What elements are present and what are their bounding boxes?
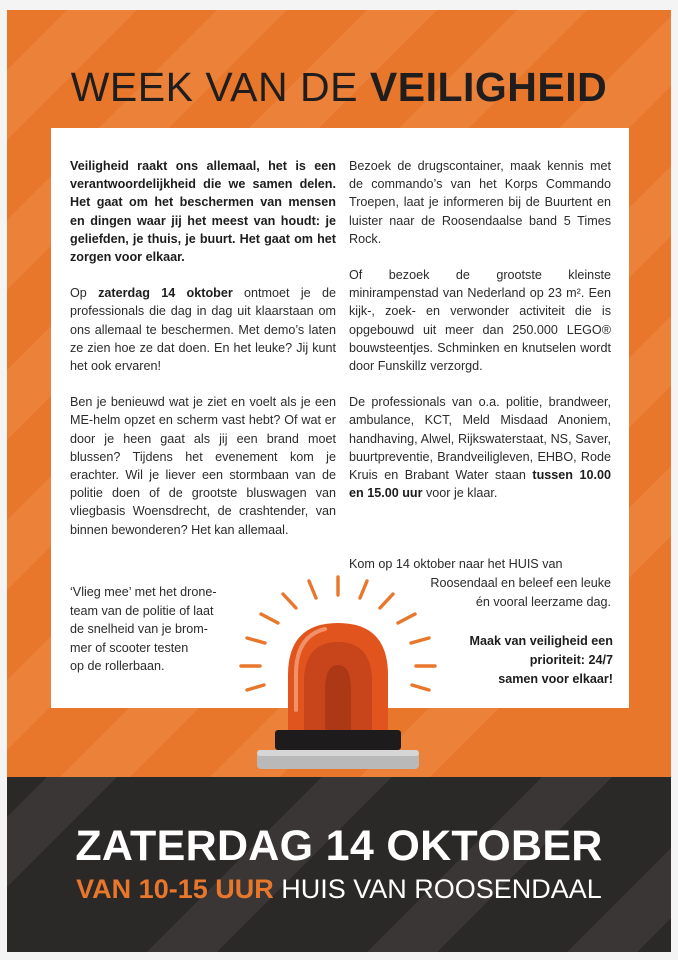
- lego-paragraph: Of bezoek de grootste kleinste minirampenstad van Nederland op 23 m². Een kijk-, zoek- en verwonder activiteit die is opgebouwd uit meer dan 250.000 LEGO® bouwsteentjes. Schminken en knutselen wordt door Funskillz verzorgd.: [349, 268, 611, 374]
- activities-paragraph: Ben je benieuwd wat je ziet en voelt als je een ME-helm opzet en scherm vast hebt? Of wat er door je heen gaat als jij een brand moet blussen? Tijdens het evenement kom je erachter. Wil je liever een stormbaan van de politie doen of de grootste bluswagen van vliegbasis Woensdrecht, de crashtender, van binnen bewonderen? Het kan allemaal.: [70, 395, 336, 537]
- event-time-place: [7, 874, 671, 905]
- event-place: HUIS VAN ROOSENDAAL: [273, 874, 602, 904]
- event-hours: VAN 10-15 UUR: [76, 874, 274, 904]
- drugscontainer-paragraph: Bezoek de drugscontainer, maak kennis met de commando’s van het Korps Commando Troepen, laat je informeren bij de Buurtent en luister naar de Roosendaalse band 5 Times Rock.: [349, 159, 611, 246]
- motto: Maak van veiligheid een prioriteit: 24/7 samen voor elkaar!: [469, 634, 613, 686]
- title-light: WEEK VAN DE: [70, 64, 370, 110]
- siren-icon: [7, 10, 671, 952]
- title-bold: VEILIGHEID: [369, 64, 608, 110]
- event-date: ZATERDAG 14 OKTOBER: [75, 822, 603, 870]
- intro-paragraph: Veiligheid raakt ons allemaal, het is een verantwoordelijkheid die we samen delen. Het gaat om het beschermen van mensen en dingen waar jij het meest van houdt: je geliefden, je thuis, je buurt. Het gaat om het zorgen voor elkaar.: [70, 159, 336, 265]
- invitation-paragraph: Kom op 14 oktober naar het HUIS van Roosendaal en beleef een leuke én vooral leerzame dag.: [349, 557, 611, 609]
- event-date-paragraph: Op zaterdag 14 oktober ontmoet je de professionals die dag in dag uit klaarstaan om ons allemaal te beschermen. Met demo’s laten ze zien hoe ze dat doen. En het leuke? Jij kunt het ook ervaren!: [70, 286, 336, 374]
- drone-paragraph: ‘Vlieg mee’ met het drone- team van de politie of laat de snelheid van je brom- mer of scooter testen op de rollerbaan.: [70, 585, 217, 674]
- poster: [7, 10, 671, 952]
- professionals-paragraph: De professionals van o.a. politie, brandweer, ambulance, KCT, Meld Misdaad Anoniem, handhaving, Alwel, Rijkswaterstaat, NS, Saver, buurtpreventie, Brandveiligleven, EHBO, Rode Kruis en Brabant Water staan tussen 10.00 en 15.00 uur voor je klaar.: [349, 395, 612, 501]
